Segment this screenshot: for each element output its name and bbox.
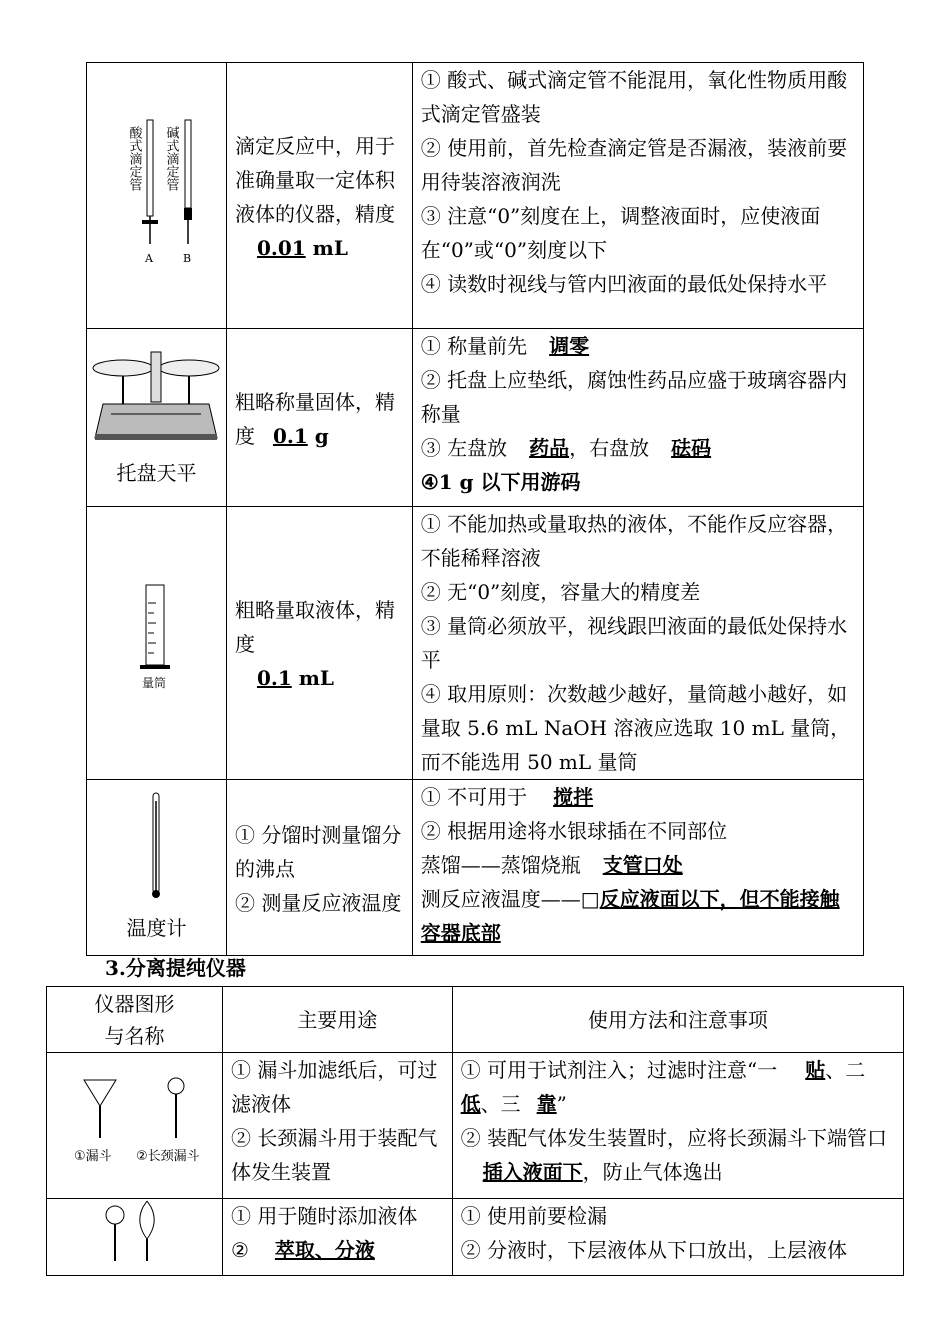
balance-caption: 托盘天平	[116, 460, 197, 485]
thermometer-image-cell	[87, 780, 227, 956]
thermometer-icon	[146, 791, 166, 901]
acid-burette-label: 酸式滴定管	[126, 125, 142, 191]
burette-note-1: ① 酸式、碱式滴定管不能混用，氧化性物质用酸式滴定管盛装	[420, 68, 848, 126]
base-burette-label: 碱式滴定管	[163, 125, 179, 191]
header-instrument: 仪器图形与名称	[47, 987, 223, 1053]
funnel-label: ①漏斗	[74, 1148, 113, 1164]
funnel-use-1: ① 漏斗加滤纸后，可过滤液体	[230, 1058, 438, 1116]
balance-unit: g	[307, 423, 329, 448]
thermometer-fill-branch: 支管口处	[602, 853, 683, 877]
cylinder-note-2: ② 无“0”刻度，容量大的精度差	[420, 580, 701, 604]
thermometer-fill-level: 反应液面以下，但不能接触容器底部	[420, 887, 840, 945]
balance-icon	[91, 346, 221, 446]
table-row	[47, 1053, 904, 1199]
burette-a-label: A	[145, 251, 154, 265]
separatory-notes-cell	[452, 1199, 903, 1276]
balance-use-text: 粗略称量固体，精度	[234, 389, 395, 448]
header-use: 主要用途	[222, 987, 452, 1053]
instrument-table	[86, 62, 864, 956]
burette-precision: 0.01	[256, 235, 306, 260]
balance-use-cell	[226, 329, 412, 507]
balance-note-4: ④1 g 以下用游码	[420, 470, 581, 494]
thermometer-use-cell	[226, 780, 412, 956]
balance-notes-cell	[412, 329, 863, 507]
separatory-note-2: ② 分液时，下层液体从下口放出，上层液体	[460, 1238, 848, 1262]
separatory-fill-extract: 萃取、分液	[274, 1238, 375, 1262]
funnel-note-1: ① 可用于试剂注入；过滤时注意“一	[460, 1058, 778, 1082]
burette-b-label: B	[183, 251, 192, 265]
thermometer-note-3: 蒸馏——蒸馏烧瓶	[420, 853, 581, 877]
balance-fill-zero: 调零	[549, 334, 590, 358]
long-funnel-label: ②长颈漏斗	[136, 1148, 201, 1164]
separatory-use-1: ① 用于随时添加液体	[230, 1204, 418, 1228]
table-row	[87, 780, 864, 956]
balance-note-3-mid: ，右盘放	[569, 436, 650, 460]
burette-note-2: ② 使用前，首先检查滴定管是否漏液，装液前要用待装溶液润洗	[420, 136, 848, 194]
thermometer-note-2: ② 根据用途将水银球插在不同部位	[420, 819, 728, 843]
burette-icon	[101, 116, 211, 266]
section-title: 3.分离提纯仪器	[105, 956, 246, 980]
cylinder-use-text: 粗略量取液体，精度	[234, 598, 395, 656]
balance-precision: 0.1	[272, 423, 308, 448]
burette-note-4: ④ 读数时视线与管内凹液面的最低处保持水平	[420, 272, 828, 296]
header-notes: 使用方法和注意事项	[452, 987, 903, 1053]
separation-table	[46, 986, 904, 1276]
separatory-funnel-image-cell	[47, 1199, 223, 1276]
table-row	[87, 329, 864, 507]
table-row	[87, 63, 864, 329]
funnel-note-1-mid1: 、二	[825, 1058, 866, 1082]
cylinder-notes-cell	[412, 507, 863, 780]
funnel-notes-cell	[452, 1053, 903, 1199]
burette-use-cell	[226, 63, 412, 329]
graduated-cylinder-icon	[136, 583, 176, 693]
funnel-fill-stick: 贴	[805, 1058, 826, 1082]
thermometer-note-1: ① 不可用于	[420, 785, 528, 809]
thermometer-notes-cell	[412, 780, 863, 956]
separatory-use-cell	[222, 1199, 452, 1276]
funnel-note-2-end: ，防止气体逸出	[582, 1160, 723, 1184]
funnel-use-2: ② 长颈漏斗用于装配气体发生装置	[230, 1126, 438, 1184]
balance-fill-right: 砝码	[671, 436, 712, 460]
funnel-image-cell	[47, 1053, 223, 1199]
cylinder-note-4: ④ 取用原则：次数越少越好，量筒越小越好，如量取 5.6 mL NaOH 溶液应选取 10 mL 量筒，而不能选用 50 mL 量筒	[420, 682, 851, 774]
balance-note-1: ① 称量前先	[420, 334, 528, 358]
thermometer-caption: 温度计	[126, 915, 187, 940]
balance-note-2: ② 托盘上应垫纸，腐蚀性药品应盛于玻璃容器内称量	[420, 368, 848, 426]
table-row	[47, 1199, 904, 1276]
funnel-note-1-end: ”	[556, 1092, 567, 1116]
burette-use-text: 滴定反应中，用于准确量取一定体积液体的仪器，精度	[234, 133, 395, 226]
table-header-row	[47, 987, 904, 1053]
burette-image-cell	[87, 63, 227, 329]
funnel-fill-insert: 插入液面下	[482, 1160, 583, 1184]
separatory-note-1: ① 使用前要检漏	[460, 1204, 608, 1228]
table-row	[87, 507, 864, 780]
balance-note-3: ③ 左盘放	[420, 436, 508, 460]
funnel-icon	[54, 1076, 214, 1166]
cylinder-note-1: ① 不能加热或量取热的液体，不能作反应容器，不能稀释溶液	[420, 512, 848, 570]
funnel-fill-low: 低	[460, 1092, 481, 1116]
separatory-funnel-icon	[99, 1199, 169, 1265]
balance-fill-left: 药品	[529, 436, 570, 460]
thermometer-use-1: ① 分馏时测量馏分的沸点	[234, 822, 402, 881]
cylinder-note-3: ③ 量筒必须放平，视线跟凹液面的最低处保持水平	[420, 614, 848, 672]
separatory-use-2: ②	[230, 1238, 249, 1262]
cylinder-use-cell	[226, 507, 412, 780]
funnel-fill-lean: 靠	[536, 1092, 557, 1116]
funnel-note-1-mid2: 、三	[480, 1092, 521, 1116]
funnel-use-cell	[222, 1053, 452, 1199]
cylinder-unit: mL	[291, 666, 334, 690]
burette-unit: mL	[305, 235, 348, 260]
cylinder-label: 量筒	[142, 676, 167, 690]
thermometer-fill-stir: 搅拌	[553, 785, 594, 809]
burette-note-3: ③ 注意“0”刻度在上，调整液面时，应使液面在“0”或“0”刻度以下	[420, 204, 821, 262]
cylinder-image-cell	[87, 507, 227, 780]
balance-image-cell	[87, 329, 227, 507]
burette-notes-cell	[412, 63, 863, 329]
thermometer-note-4: 测反应液温度——□	[420, 887, 600, 911]
funnel-note-2: ② 装配气体发生装置时，应将长颈漏斗下端管口	[460, 1126, 888, 1150]
thermometer-use-2: ② 测量反应液温度	[234, 890, 402, 915]
cylinder-precision: 0.1	[256, 666, 292, 690]
